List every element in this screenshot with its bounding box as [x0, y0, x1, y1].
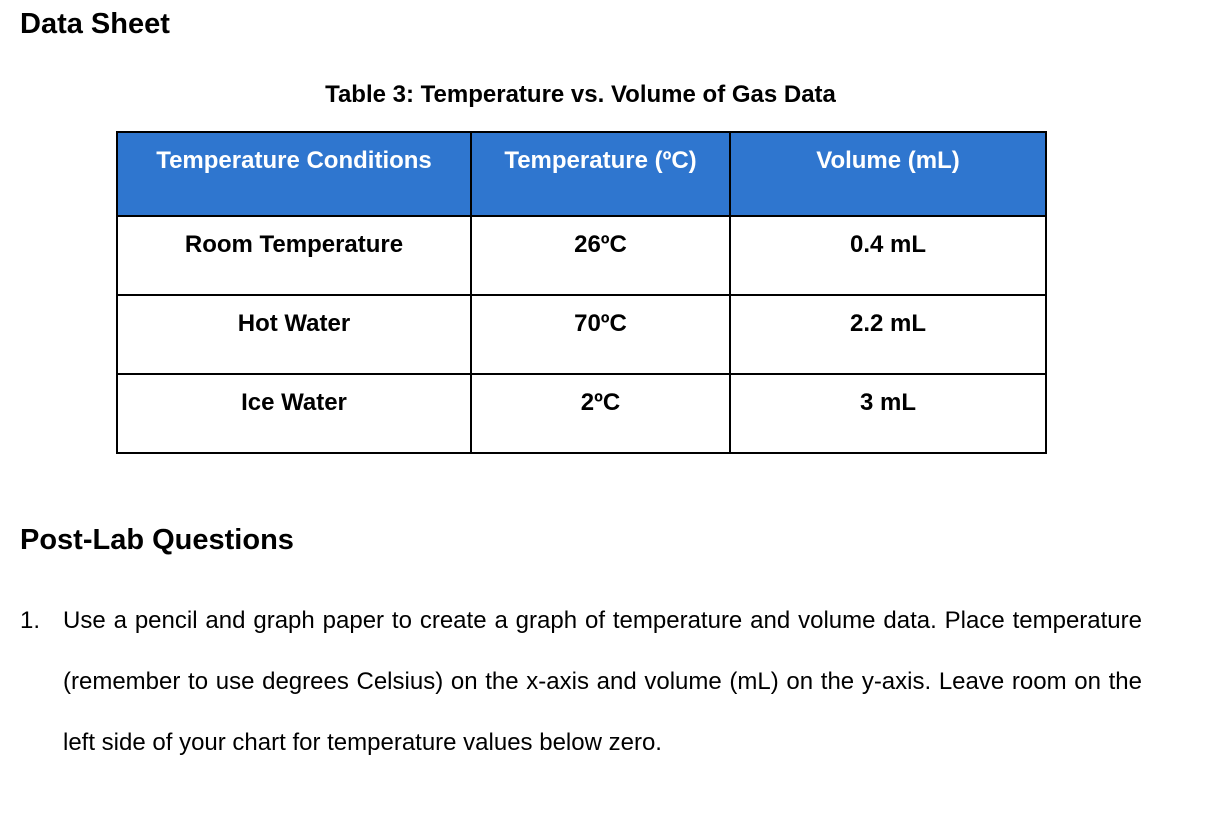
- temperature-volume-table: [116, 131, 1047, 454]
- column-header-volume: Volume (mL): [730, 132, 1046, 216]
- question-number: 1.: [20, 607, 41, 634]
- cell-temperature: 2ºC: [471, 374, 730, 453]
- column-header-temperature: Temperature (ºC): [471, 132, 730, 216]
- question-list: [20, 590, 1142, 773]
- table-row: [117, 216, 1046, 295]
- table-row: [117, 374, 1046, 453]
- page-title: Data Sheet: [20, 8, 170, 40]
- cell-volume: 0.4 mL: [730, 216, 1046, 295]
- cell-condition: Hot Water: [117, 295, 471, 374]
- table-header-row: [117, 132, 1046, 216]
- cell-temperature: 26ºC: [471, 216, 730, 295]
- table-row: [117, 295, 1046, 374]
- column-header-conditions: Temperature Conditions: [117, 132, 471, 216]
- post-lab-heading: Post-Lab Questions: [20, 524, 294, 556]
- cell-volume: 3 mL: [730, 374, 1046, 453]
- cell-temperature: 70ºC: [471, 295, 730, 374]
- cell-volume: 2.2 mL: [730, 295, 1046, 374]
- table-caption: Table 3: Temperature vs. Volume of Gas Data: [325, 81, 836, 108]
- question-item: [20, 590, 1142, 773]
- cell-condition: Ice Water: [117, 374, 471, 453]
- question-text: Use a pencil and graph paper to create a graph of temperature and volume data. Place temperature (remember to use degrees Celsius) on the x-axis and volume (mL) on the y-axis. Leave room on the left side of your chart for temperature values below zero.: [63, 607, 1142, 756]
- cell-condition: Room Temperature: [117, 216, 471, 295]
